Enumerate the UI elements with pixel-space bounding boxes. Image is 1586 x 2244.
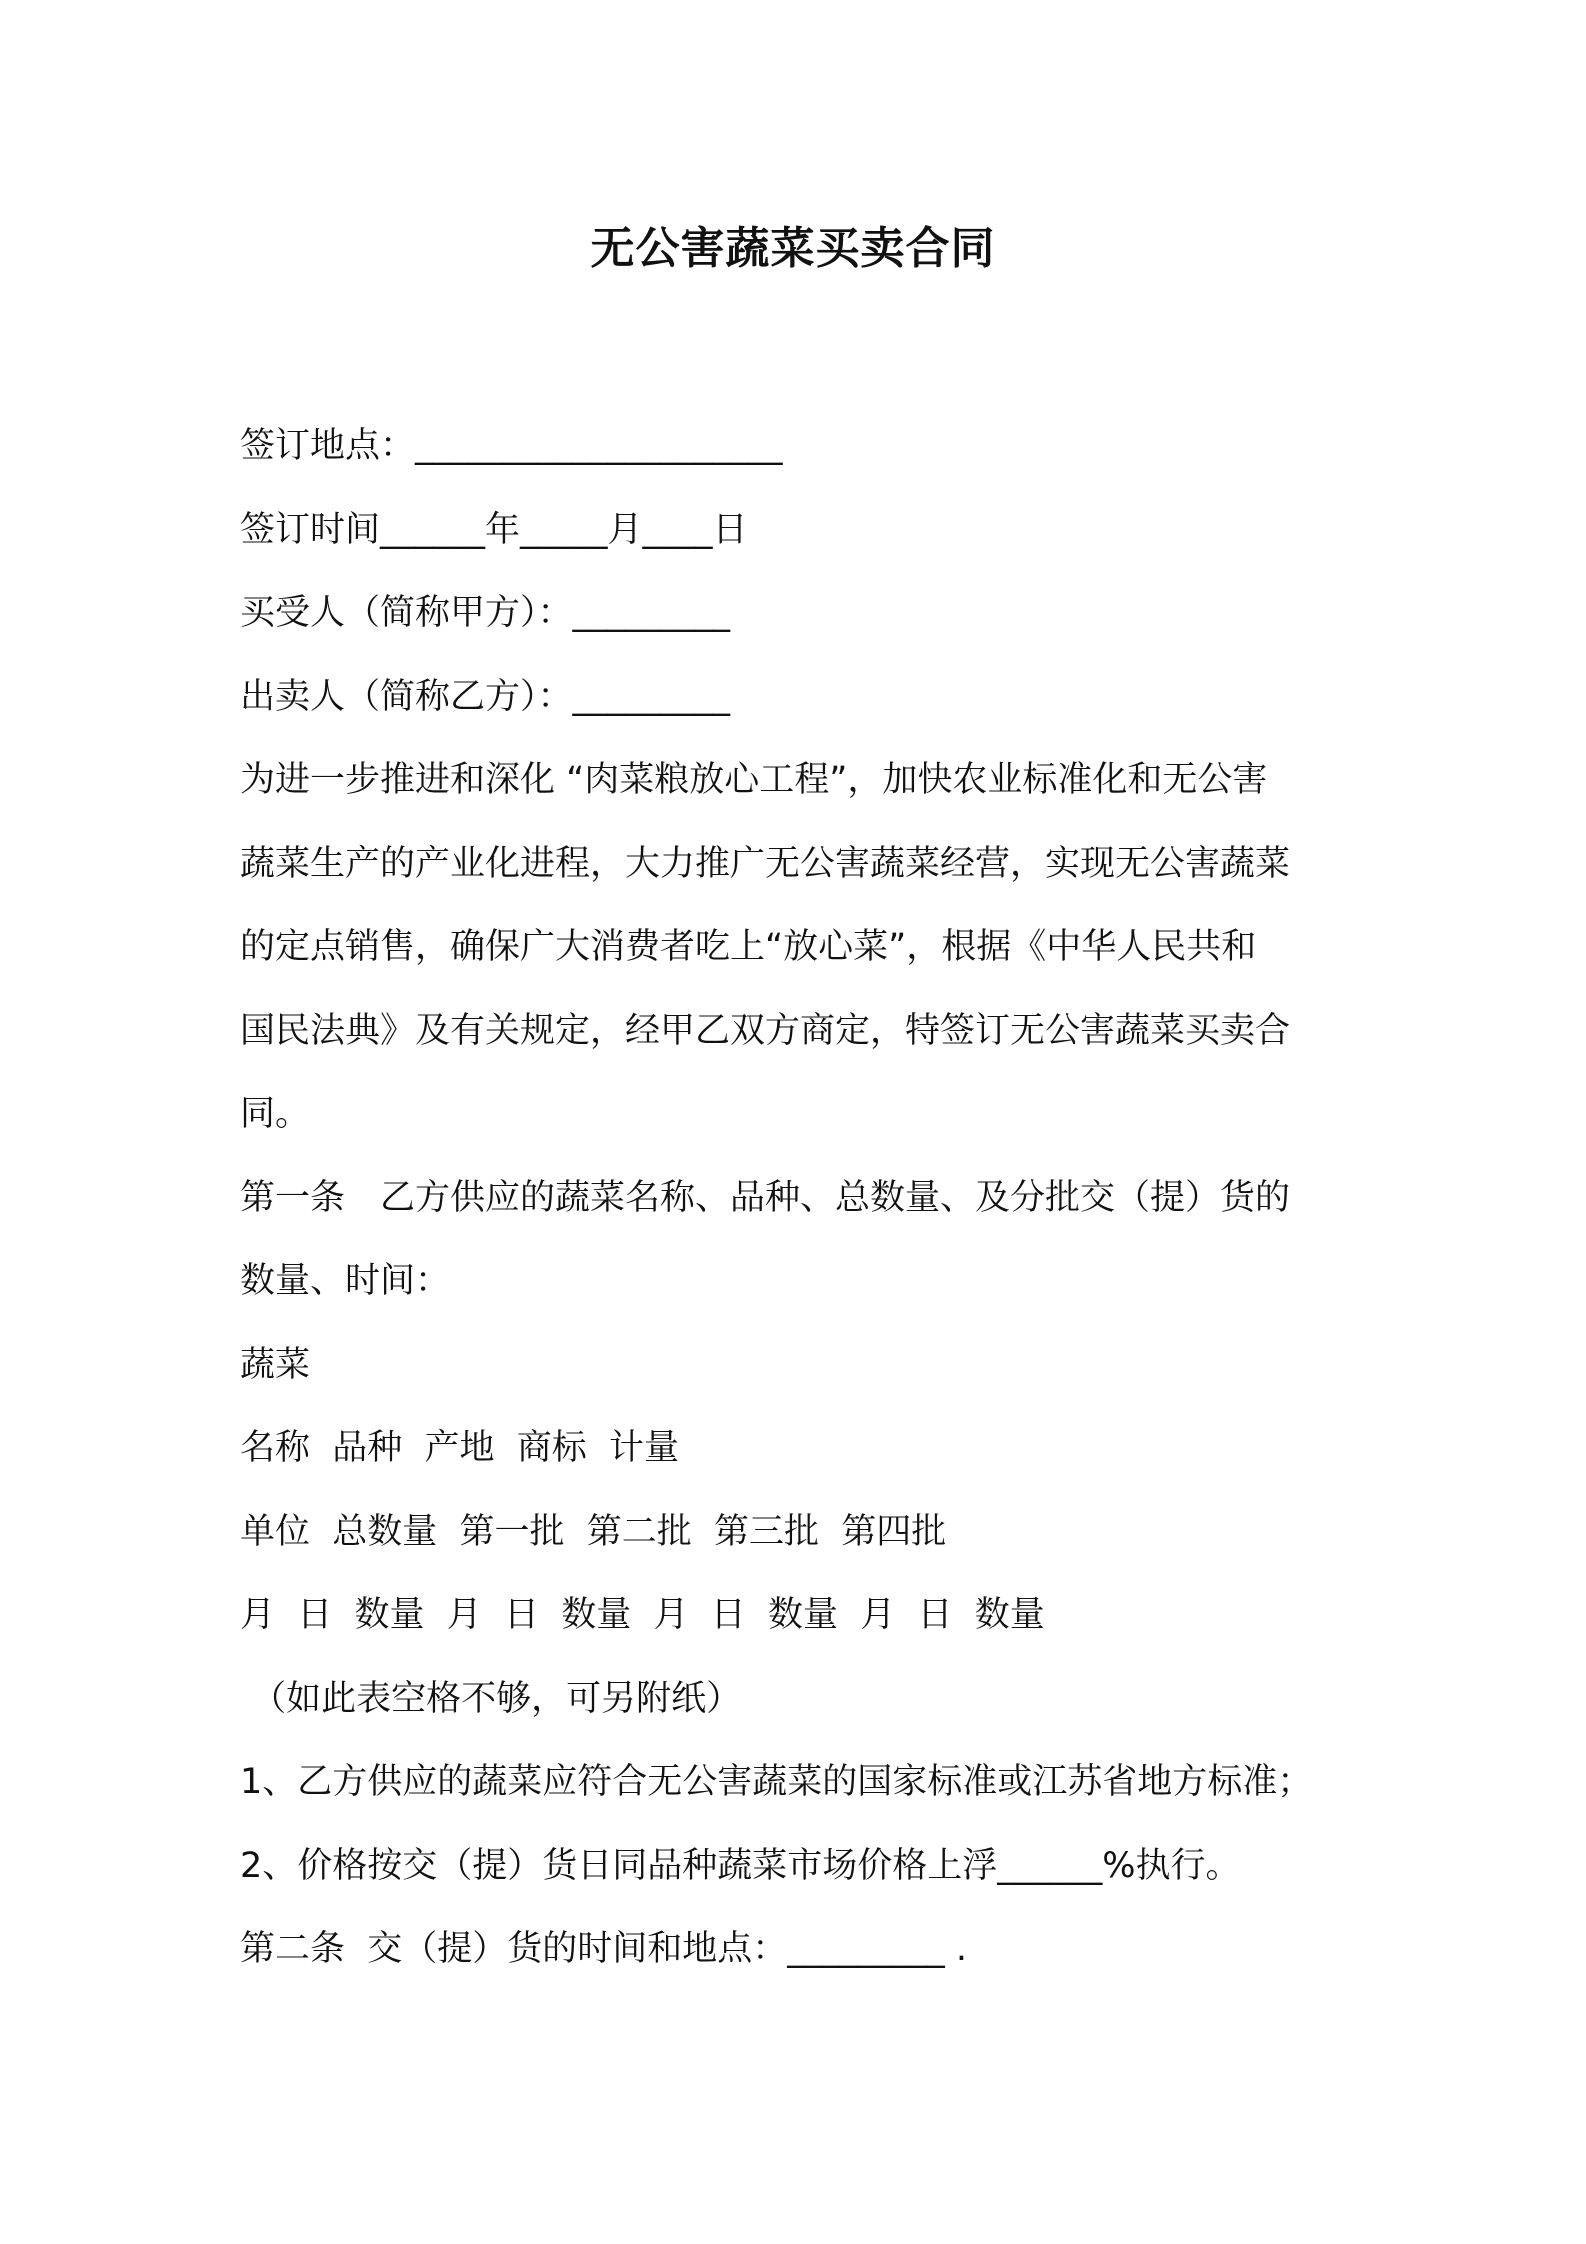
preamble-line-2: 蔬菜生产的产业化进程，大力推广无公害蔬菜经营，实现无公害蔬菜 — [240, 843, 1291, 884]
table-header-line-4: 月 日 数量 月 日 数量 月 日 数量 月 日 数量 — [240, 1595, 1045, 1635]
clause-item-1: 1、乙方供应的蔬菜应符合无公害蔬菜的国家标准或江苏省地方标准； — [240, 1762, 1313, 1802]
table-header-line-2: 名称 品种 产地 商标 计量 — [240, 1428, 680, 1468]
document-title: 无公害蔬菜买卖合同 — [590, 223, 996, 274]
table-header-line-3: 单位 总数量 第一批 第二批 第三批 第四批 — [240, 1511, 947, 1552]
buyer-line: 买受人（简称甲方）：_________ — [240, 593, 731, 633]
preamble-line-4: 国民法典》及有关规定，经甲乙双方商定，特签订无公害蔬菜买卖合 — [240, 1010, 1291, 1051]
article-2-line: 第二条 交（提）货的时间和地点：_________ . — [240, 1929, 968, 1969]
article-1-line-1: 第一条 乙方供应的蔬菜名称、品种、总数量、及分批交（提）货的 — [240, 1177, 1291, 1218]
clause-item-2: 2、价格按交（提）货日同品种蔬菜市场价格上浮______%执行。 — [240, 1845, 1241, 1886]
preamble-line-1: 为进一步推进和深化 “肉菜粮放心工程”，加快农业标准化和无公害 — [240, 760, 1268, 800]
document-body — [240, 405, 1370, 1992]
table-header-line-1: 蔬菜 — [240, 1344, 311, 1385]
signing-time-line: 签订时间______年_____月____日 — [240, 509, 748, 550]
table-note: （如此表空格不够，可另附纸） — [240, 1678, 742, 1719]
seller-line: 出卖人（简称乙方）：_________ — [240, 676, 731, 717]
preamble-line-5: 同。 — [240, 1094, 311, 1134]
article-1-line-2: 数量、时间： — [240, 1261, 451, 1301]
signing-place-line: 签订地点：_____________________ — [240, 426, 783, 466]
preamble-line-3: 的定点销售，确保广大消费者吃上“放心菜”，根据《中华人民共和 — [240, 927, 1257, 967]
